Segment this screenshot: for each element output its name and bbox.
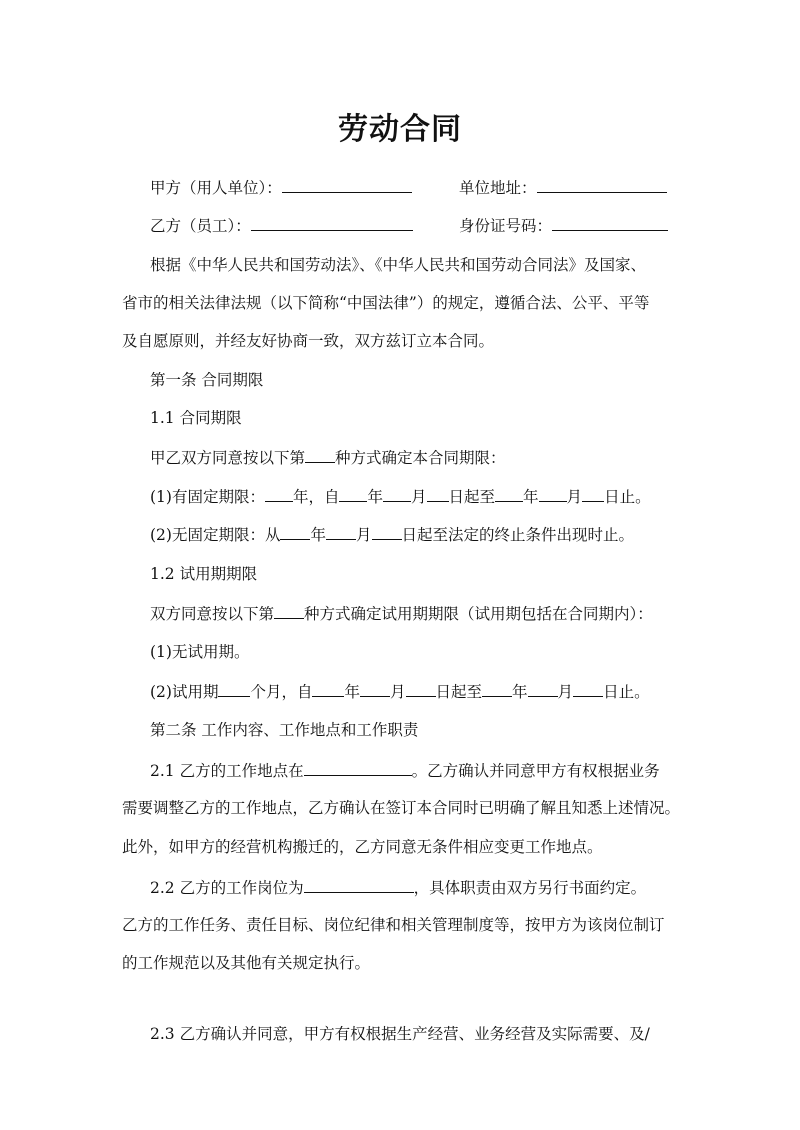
section-2-1-line-2: 需要调整乙方的工作地点，乙方确认在签订本合同时已明确了解且知悉上述情况。 — [122, 799, 681, 817]
unfixed-year-blank[interactable] — [280, 523, 310, 540]
trial-end-month-blank[interactable] — [528, 680, 558, 697]
preamble-line-1: 根据《中华人民共和国劳动法》、《中华人民共和国劳动合同法》及国家、 — [150, 256, 647, 274]
section-2-1-line-1: 2.1 乙方的工作地点在 。乙方确认并同意甲方有权根据业务 — [150, 759, 660, 782]
trial-months-blank[interactable] — [218, 680, 250, 697]
party-a-label: 甲方（用人单位）： — [150, 179, 282, 197]
section-1-2-intro: 双方同意按以下第 种方式确定试用期期限（试用期包括在合同期内）： — [150, 602, 653, 625]
party-b-id-line — [459, 214, 668, 237]
article1-heading: 第一条 合同期限 — [150, 371, 264, 389]
trial-start-month-blank[interactable] — [360, 680, 390, 697]
no-trial-line: (1)无试用期。 — [150, 643, 250, 661]
unfixed-day-blank[interactable] — [372, 523, 402, 540]
unfixed-term-line: (2)无固定期限：从 年 月 日起至法定的终止条件出现时止。 — [150, 523, 634, 546]
article2-heading: 第二条 工作内容、工作地点和工作职责 — [150, 721, 419, 739]
trial-end-day-blank[interactable] — [573, 680, 603, 697]
fixed-end-day-blank[interactable] — [582, 485, 604, 502]
fixed-start-day-blank[interactable] — [427, 485, 449, 502]
fixed-end-year-blank[interactable] — [495, 485, 523, 502]
fixed-end-month-blank[interactable] — [539, 485, 567, 502]
trial-start-year-blank[interactable] — [312, 680, 344, 697]
section-1-2-heading: 1.2 试用期期限 — [150, 565, 258, 583]
unfixed-month-blank[interactable] — [326, 523, 356, 540]
party-b-label: 乙方（员工）： — [150, 217, 251, 235]
fixed-term-line: (1)有固定期限： 年，自 年 月 日起至 年 月 日止。 — [150, 485, 651, 508]
preamble-line-2: 省市的相关法律法规（以下简称“中国法律”）的规定，遵循合法、公平、平等 — [122, 294, 650, 312]
fixed-start-year-blank[interactable] — [339, 485, 367, 502]
party-a-line — [150, 176, 412, 199]
fixed-start-month-blank[interactable] — [383, 485, 411, 502]
party-a-blank[interactable] — [282, 176, 412, 193]
party-a-address-label: 单位地址： — [459, 179, 537, 197]
trial-method-blank[interactable] — [274, 602, 304, 619]
contract-method-blank[interactable] — [305, 446, 335, 463]
section-1-1-heading: 1.1 合同期限 — [150, 409, 242, 427]
section-2-2-line-3: 的工作规范以及其他有关规定执行。 — [122, 954, 371, 972]
preamble-line-3: 及自愿原则，并经友好协商一致，双方兹订立本合同。 — [122, 332, 495, 350]
party-a-address-blank[interactable] — [537, 176, 667, 193]
job-position-blank[interactable] — [304, 876, 414, 893]
party-b-line — [150, 214, 413, 237]
party-b-id-blank[interactable] — [552, 214, 668, 231]
section-2-1-line-3: 此外，如甲方的经营机构搬迁的，乙方同意无条件相应变更工作地点。 — [122, 838, 603, 856]
document-title: 劳动合同 — [338, 112, 462, 147]
work-location-blank[interactable] — [304, 759, 412, 776]
fixed-years-blank[interactable] — [265, 485, 293, 502]
trial-line: (2)试用期 个月，自 年 月 日起至 年 月 日止。 — [150, 680, 650, 703]
party-b-id-label: 身份证号码： — [459, 217, 553, 235]
section-1-1-intro: 甲乙双方同意按以下第 种方式确定本合同期限： — [150, 446, 506, 469]
section-2-3-line-1: 2.3 乙方确认并同意，甲方有权根据生产经营、业务经营及实际需要、及/ — [150, 1025, 650, 1043]
trial-end-year-blank[interactable] — [482, 680, 512, 697]
trial-start-day-blank[interactable] — [406, 680, 436, 697]
party-a-address-line — [459, 176, 667, 199]
section-2-2-line-1: 2.2 乙方的工作岗位为 ，具体职责由双方另行书面约定。 — [150, 876, 646, 899]
party-b-blank[interactable] — [251, 214, 413, 231]
section-2-2-line-2: 乙方的工作任务、责任目标、岗位纪律和相关管理制度等，按甲方为该岗位制订 — [122, 916, 665, 934]
